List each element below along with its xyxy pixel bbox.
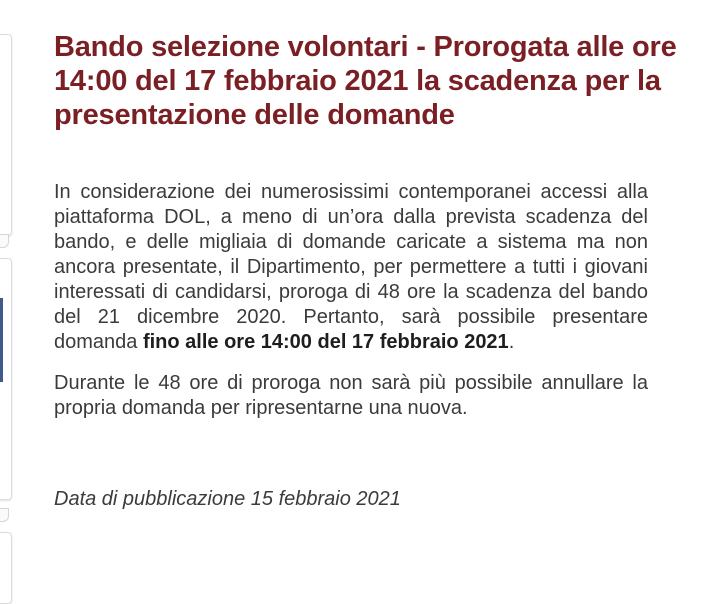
article-paragraph xyxy=(54,180,648,355)
sidebar-card[interactable] xyxy=(0,34,12,236)
paragraph-text: In considerazione dei numerosissimi contemporanei accessi alla piattaforma DOL, a meno di un’ora dalla prevista scadenza del bando, e delle migliaia di domande caricate a sistema ma non ancora presentate, il Dipartimento, per permettere a tutti i giovani interessati di candidarsi, proroga di 48 ore la scadenza del bando del 21 dicembre 2020. Pertanto, sarà possibile presentare domanda xyxy=(54,181,648,353)
news-article xyxy=(54,30,704,511)
deadline-highlight: fino alle ore 14:00 del 17 febbraio 2021 xyxy=(142,331,509,353)
sidebar-accent-bar xyxy=(0,298,3,382)
publication-date: Data di pubblicazione 15 febbraio 2021 xyxy=(54,488,401,510)
sidebar-card-tab xyxy=(0,234,9,248)
article-title: Bando selezione volontari - Prorogata alle ore 14:00 del 17 febbraio 2021 la scadenza per la presentazione delle domande xyxy=(54,31,677,131)
article-paragraph: Durante le 48 ore di proroga non sarà più possibile annullare la propria domanda per ripresentarne una nuova. xyxy=(54,372,648,419)
paragraph-end: . xyxy=(508,331,515,353)
sidebar-card-tab xyxy=(0,508,9,522)
sidebar-card[interactable] xyxy=(0,532,12,604)
